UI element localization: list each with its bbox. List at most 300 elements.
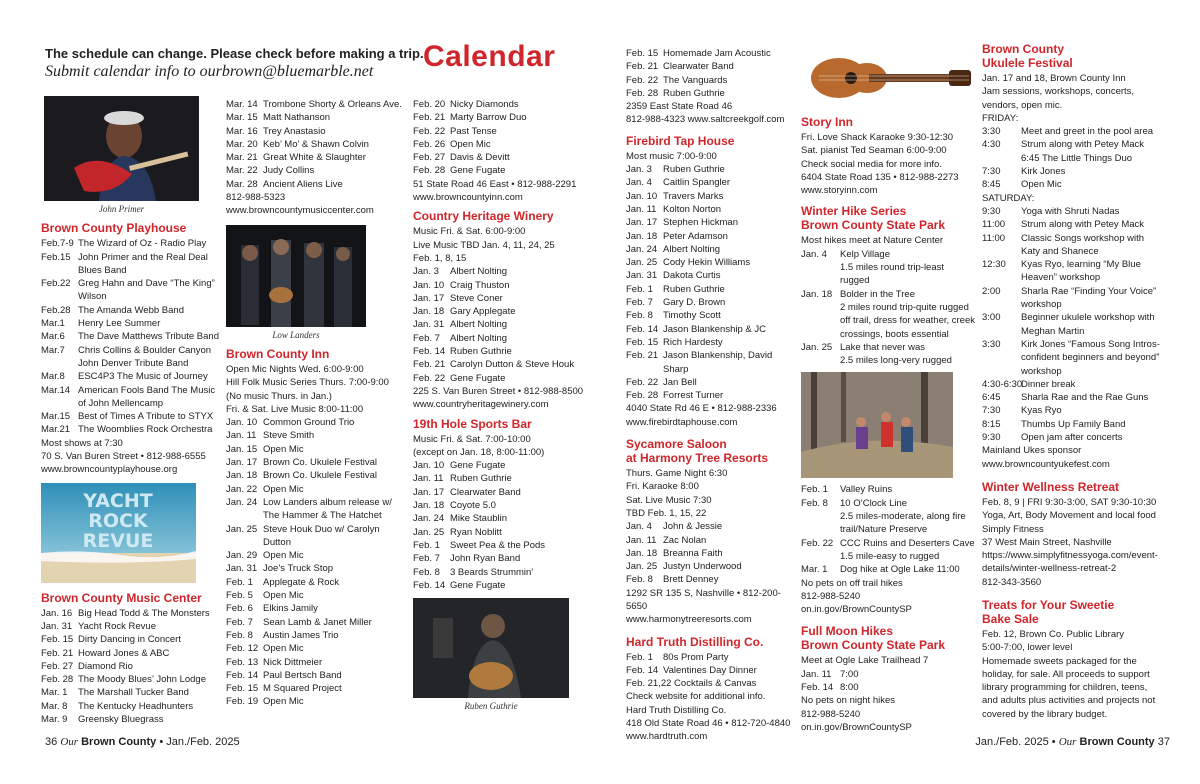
event-date: Mar.21 <box>41 424 71 436</box>
event-date: Feb. 7 <box>413 553 440 565</box>
event-row <box>626 269 796 282</box>
event-row <box>41 317 219 330</box>
sycamore-title: Sycamore Saloon <box>626 437 727 452</box>
full-moon-notes <box>801 654 976 667</box>
event-row <box>41 633 219 646</box>
event-title: Low Landers album release w/ The Hammer & The Hatchet <box>263 496 392 522</box>
event-title: Albert Nolting <box>663 243 721 255</box>
event-title: CCC Ruins and Deserters Cave <box>840 537 975 549</box>
event-row <box>413 164 598 177</box>
event-date: Jan. 24 <box>413 513 445 525</box>
event-title: Keb’ Mo’ & Shawn Colvin <box>263 138 369 150</box>
inn-notes <box>226 363 404 416</box>
event-title: Applegate & Rock <box>263 576 340 588</box>
event-date: Jan. 4 <box>626 177 652 189</box>
playhouse-title: Brown County Playhouse <box>41 221 187 236</box>
wellness-notes <box>982 496 1160 589</box>
event-title: Henry Lee Summer <box>78 318 161 330</box>
event-title: Nicky Diamonds <box>450 99 519 110</box>
event-date: Feb. 14 <box>226 669 259 681</box>
event-row <box>413 98 598 111</box>
event-date: Feb. 6 <box>226 603 253 615</box>
hole19-address <box>626 100 796 127</box>
event-row <box>982 165 1160 178</box>
info-line: (No music Thurs. in Jan.) <box>226 390 332 402</box>
event-date: Jan. 17 <box>626 217 658 229</box>
event-date: Jan. 10 <box>413 460 445 472</box>
info-line: Open Mic Nights Wed. 6:00-9:00 <box>226 363 364 375</box>
event-date: Jan. 11 <box>801 668 832 680</box>
event-date: Jan. 3 <box>626 164 652 176</box>
event-date: Jan. 18 <box>626 547 658 559</box>
event-title: Trey Anastasio <box>263 125 326 137</box>
event-title: Forrest Turner <box>663 390 724 402</box>
event-date: Jan. 18 <box>226 470 258 482</box>
event-row <box>626 664 796 677</box>
magazine-mark-left: Our <box>60 736 79 748</box>
ukulele-title: Brown County <box>982 42 1064 56</box>
event-title: Chris Collins & Boulder Canyon John Denver Tribute Band <box>78 344 212 369</box>
event-row <box>226 523 404 550</box>
wellness-title: Winter Wellness Retreat <box>982 479 1120 494</box>
heritage-events <box>413 265 598 385</box>
event-row <box>413 265 598 278</box>
event-row <box>413 305 598 318</box>
event-row <box>41 686 219 699</box>
event-title: Stephen Hickman <box>663 217 738 229</box>
info-line: Thurs. Game Night 6:30 <box>626 468 728 480</box>
event-title: Dog hike at Ogle Lake 11:00 <box>840 564 960 576</box>
sycamore-notes <box>626 467 796 520</box>
event-title: Steve Coner <box>450 292 503 304</box>
firebird-title: Firebird Tap House <box>626 133 735 148</box>
event-title: Open jam after concerts <box>1021 432 1123 444</box>
event-date: Jan. 4 <box>626 521 652 533</box>
info-line: Jan. 17 and 18, Brown County Inn <box>982 73 1126 84</box>
info-line: Most hikes meet at Nature Center <box>801 235 944 247</box>
heritage-address <box>413 385 598 412</box>
event-title: Marty Barrow Duo <box>450 112 527 124</box>
event-row <box>41 673 219 686</box>
event-row <box>41 620 219 633</box>
event-title: Travers Marks <box>663 190 724 202</box>
event-row <box>801 563 976 576</box>
event-row <box>41 304 219 317</box>
event-row <box>41 277 219 304</box>
sweetie-subtitle: Bake Sale <box>982 611 1039 626</box>
event-date: Feb. 15 <box>41 634 74 646</box>
event-date: Feb. 28 <box>413 165 446 177</box>
event-title: Gene Fugate <box>450 460 506 472</box>
event-date: Feb. 27 <box>41 660 74 672</box>
info-line: TBD Feb. 1, 15, 22 <box>626 507 707 519</box>
event-row <box>226 656 404 669</box>
ukulele-notes <box>982 72 1160 125</box>
event-title: The Wizard of Oz - Radio Play <box>78 238 207 250</box>
event-title: Clearwater Band <box>663 61 734 73</box>
event-date: Feb. 21 <box>626 61 659 73</box>
publication-left: Brown County <box>81 736 157 748</box>
event-date: Jan. 22 <box>226 483 258 495</box>
magazine-mark-right: Our <box>1058 736 1077 748</box>
info-line: www.hardtruth.com <box>626 731 708 743</box>
event-title: Valley Ruins <box>840 484 893 496</box>
event-title: Justyn Underwood <box>663 561 742 573</box>
firebird-address <box>626 402 796 429</box>
event-row <box>41 410 219 423</box>
heritage-notes <box>413 225 598 265</box>
event-row <box>41 344 219 371</box>
event-date: Feb.15 <box>41 251 71 263</box>
event-title: Greensky Bluegrass <box>78 714 164 726</box>
event-row <box>626 296 796 309</box>
event-row <box>626 573 796 586</box>
info-line: No pets on off trail hikes <box>801 577 903 589</box>
info-line: Simply Fitness <box>982 523 1044 535</box>
music-center-events-cont <box>226 98 404 191</box>
column-6 <box>982 40 1160 721</box>
event-title: Brett Denney <box>663 574 719 586</box>
folio-right <box>975 736 1170 748</box>
event-title: The Woomblies Rock Orchestra <box>78 424 213 436</box>
event-date: Feb.28 <box>41 304 71 316</box>
event-title: 8:00 <box>840 682 859 694</box>
event-date: Feb. 14 <box>626 323 659 335</box>
info-line: 418 Old State Road 46 • 812-720-4840 <box>626 718 791 730</box>
event-row <box>626 389 796 402</box>
event-title: Kirk Jones <box>1021 166 1066 178</box>
event-date: Feb. 15 <box>626 48 659 59</box>
info-line: Most music 7:00-9:00 <box>626 150 717 162</box>
event-date: Jan. 18 <box>801 288 833 300</box>
caption-john-primer: John Primer <box>98 204 145 214</box>
event-title: Jason Blankenship, David Sharp <box>663 350 773 375</box>
event-date: Feb. 7 <box>226 616 253 628</box>
event-date: Feb. 14 <box>413 346 446 358</box>
info-line: 812-988-4323 www.saltcreekgolf.com <box>626 114 785 126</box>
event-date: Mar.7 <box>41 344 65 356</box>
music-center-notes <box>226 191 404 218</box>
info-line: Check website for additional info. <box>626 691 766 703</box>
event-date: Feb. 28 <box>626 87 659 99</box>
event-date: Jan. 17 <box>226 457 258 469</box>
event-date: Feb. 15 <box>226 683 259 695</box>
event-detail: 1.5 miles round trip-least rugged <box>840 262 945 287</box>
event-title: Open Mic <box>263 696 304 708</box>
ukulele-sponsor <box>982 444 1160 471</box>
event-date: Feb. 22 <box>413 372 446 384</box>
event-title: Trombone Shorty & Orleans Ave. <box>263 99 402 110</box>
photo-yacht-rock-revue <box>41 483 196 583</box>
sycamore-events <box>626 520 796 586</box>
info-line: Most shows at 7:30 <box>41 437 123 449</box>
event-row <box>626 283 796 296</box>
event-row <box>626 651 796 664</box>
yacht-word-1: YACHT <box>83 489 153 512</box>
event-row <box>41 251 219 278</box>
event-row <box>413 125 598 138</box>
event-title: Nick Dittmeier <box>263 656 323 668</box>
event-title: Brown Co. Ukulele Festival <box>263 470 378 482</box>
event-title: 80s Prom Party <box>663 651 729 663</box>
ukulele-friday <box>982 125 1160 191</box>
event-detail: 2.5 miles-moderate, along fire trail/Nature Preserve <box>840 511 966 536</box>
photo-ruben-guthrie <box>413 598 569 698</box>
event-date: Feb. 15 <box>626 336 659 348</box>
event-row <box>626 216 796 229</box>
event-title: ESC4P3 The Music of Journey <box>78 371 208 383</box>
event-row <box>226 669 404 682</box>
firebird-notes <box>626 150 796 163</box>
info-line: Sat. Live Music 7:30 <box>626 494 712 506</box>
event-row <box>801 341 976 354</box>
event-date: Mar. 1 <box>801 564 828 576</box>
event-date: 3:30 <box>982 126 1001 138</box>
event-title: Zac Nolan <box>663 534 707 546</box>
event-title: John & Jessie <box>663 521 723 533</box>
calendar-title: Calendar <box>423 40 556 73</box>
yacht-word-2: ROCK <box>88 509 148 532</box>
event-title: 7:00 <box>840 668 859 680</box>
event-title: Davis & Devitt <box>450 152 510 164</box>
event-row <box>226 682 404 695</box>
event-title: Ruben Guthrie <box>663 283 725 295</box>
event-row <box>982 218 1160 231</box>
event-row <box>226 138 404 151</box>
event-title: Great White & Slaughter <box>263 152 366 164</box>
event-title: Classic Songs workshop with Katy and Shanece <box>1021 232 1145 257</box>
band-photo <box>226 225 366 327</box>
event-title: Yoga with Shruti Nadas <box>1021 205 1120 217</box>
event-date: Jan. 10 <box>226 417 258 429</box>
event-row <box>982 258 1160 285</box>
event-row <box>41 713 219 726</box>
event-date: Jan. 10 <box>413 279 445 291</box>
event-date: Feb.7-9 <box>41 238 74 250</box>
event-row <box>626 74 796 87</box>
event-date: Jan. 25 <box>626 561 658 573</box>
event-date: Jan. 4 <box>801 248 827 260</box>
event-date: Feb. 14 <box>413 579 446 591</box>
event-title: Strum along with Petey Mack 6:45 The Little Things Duo <box>1021 139 1145 164</box>
event-row <box>226 695 404 708</box>
info-line: 70 S. Van Buren Street • 812-988-6555 <box>41 451 206 463</box>
event-date: 7:30 <box>982 405 1001 417</box>
event-date: Feb. 26 <box>413 138 446 150</box>
event-title: Homemade Jam Acoustic <box>663 48 771 59</box>
inn-events-cont <box>413 98 598 178</box>
event-row <box>626 256 796 269</box>
event-row <box>226 429 404 442</box>
column-5 <box>801 40 976 734</box>
event-row <box>413 539 598 552</box>
winter-hike-events-feb <box>801 483 976 576</box>
event-row <box>226 629 404 642</box>
event-date: Mar. 21 <box>226 152 258 164</box>
event-title: Rich Hardesty <box>663 336 723 348</box>
event-row <box>226 576 404 589</box>
event-row <box>226 111 404 124</box>
event-row <box>626 230 796 243</box>
event-title: Gene Fugate <box>450 372 506 384</box>
event-row <box>413 138 598 151</box>
event-row <box>226 469 404 482</box>
event-date: Jan. 16 <box>41 607 73 619</box>
info-line: 812-988-5323 <box>226 192 286 204</box>
photo-john-primer <box>44 96 199 201</box>
event-date: Jan. 18 <box>413 500 445 512</box>
info-line: 51 State Road 46 East • 812-988-2291 <box>413 178 577 190</box>
event-title: Ryan Noblitt <box>450 526 502 538</box>
event-date: Feb. 8 <box>413 566 440 578</box>
info-line: Music Fri. & Sat. 7:00-10:00 <box>413 433 531 445</box>
event-row <box>626 547 796 560</box>
photo-ukulele <box>809 40 974 105</box>
ukulele-saturday-label: SATURDAY: <box>982 192 1035 204</box>
event-title: Gary Applegate <box>450 306 516 318</box>
event-title: Sharla Rae “Finding Your Voice” workshop <box>1021 285 1157 311</box>
event-date: Mar.6 <box>41 331 65 343</box>
event-date: Feb. 14 <box>801 682 834 694</box>
column-4 <box>626 47 796 744</box>
info-line: Fri. Karaoke 8:00 <box>626 481 699 493</box>
info-line: 812-988-5240 <box>801 708 861 720</box>
sweetie-title: Treats for Your Sweetie <box>982 597 1115 612</box>
event-row <box>413 526 598 539</box>
event-title: Clearwater Band <box>450 486 521 498</box>
event-date: Jan. 18 <box>413 306 445 318</box>
event-date: Mar. 9 <box>41 714 68 726</box>
event-title: Kelp Village <box>840 248 891 260</box>
event-title: Sean Lamb & Janet Miller <box>263 616 372 628</box>
event-title: Albert Nolting <box>450 332 508 344</box>
event-date: Feb. 21 <box>41 647 74 659</box>
event-title: Valentines Day Dinner <box>663 664 757 676</box>
event-row <box>226 483 404 496</box>
event-row <box>982 431 1160 444</box>
event-title: Sweet Pea & the Pods <box>450 539 546 551</box>
event-date: Feb. 8 <box>626 574 653 586</box>
event-date: Mar. 22 <box>226 165 258 177</box>
event-date: Feb. 1 <box>413 539 440 551</box>
event-date: Jan. 25 <box>626 257 658 269</box>
event-title: Dinner break <box>1021 378 1076 390</box>
event-title: Past Tense <box>450 125 497 137</box>
event-title: Judy Collins <box>263 165 315 177</box>
event-row <box>226 151 404 164</box>
full-moon-title: Full Moon Hikes <box>801 624 894 639</box>
event-title: Mike Staublin <box>450 513 508 525</box>
event-date: Jan. 25 <box>226 523 258 535</box>
event-title: Open Mic <box>263 590 304 602</box>
story-inn-title: Story Inn <box>801 115 854 129</box>
event-date: Mar. 28 <box>226 178 258 190</box>
event-row <box>413 579 598 592</box>
event-date: Jan. 10 <box>626 190 658 202</box>
event-date: Feb. 22 <box>626 376 659 388</box>
event-date: Jan. 24 <box>626 243 658 255</box>
info-line: 2359 East State Road 46 <box>626 101 733 113</box>
event-date: 6:45 <box>982 392 1001 404</box>
event-date: Mar.8 <box>41 371 65 383</box>
event-date: Feb. 8 <box>626 310 653 322</box>
event-title: Kolton Norton <box>663 203 722 215</box>
event-row <box>41 237 219 250</box>
winter-hike-subtitle: Brown County State Park <box>801 218 946 233</box>
hole19-title: 19th Hole Sports Bar <box>413 416 532 431</box>
info-line: Yoga, Art, Body Movement and local food <box>982 510 1156 522</box>
event-date: Feb. 12 <box>226 643 259 655</box>
event-date: Jan. 25 <box>801 341 833 353</box>
info-line: https://www.simplyfitnessyoga.com/event-details/winter-wellness-retreat-2 <box>982 550 1158 575</box>
event-row <box>982 404 1160 417</box>
event-row <box>413 486 598 499</box>
event-title: The Marshall Tucker Band <box>78 687 189 699</box>
schedule-notice: The schedule can change. Please check before making a trip. <box>45 46 424 61</box>
event-title: Elkins Jamily <box>263 603 318 615</box>
issue-date-right: Jan./Feb. 2025 • <box>975 736 1056 748</box>
event-row <box>226 496 404 523</box>
event-date: Feb. 21 <box>626 350 659 362</box>
event-row <box>413 345 598 358</box>
event-row <box>626 47 796 60</box>
event-date: Jan. 31 <box>226 563 258 575</box>
event-row <box>41 700 219 713</box>
event-date: Feb. 21 <box>413 112 446 124</box>
music-center-title: Brown County Music Center <box>41 590 202 605</box>
event-date: Feb. 1 <box>626 651 653 663</box>
event-row <box>982 311 1160 338</box>
event-date: Feb. 1 <box>801 484 828 496</box>
event-date: 12:30 <box>982 259 1006 271</box>
event-row <box>982 391 1160 404</box>
event-title: Kyas Ryo <box>1021 405 1062 417</box>
event-title: Coyote 5.0 <box>450 500 496 512</box>
event-row <box>626 349 796 376</box>
event-date: Feb. 27 <box>413 152 446 164</box>
event-date: 9:30 <box>982 432 1001 444</box>
event-title: 3 Beards Strummin’ <box>450 566 534 578</box>
event-title: Dirty Dancing in Concert <box>78 634 181 646</box>
hikers-photo <box>801 372 953 478</box>
info-line: 5:00-7:00, lower level <box>982 642 1073 654</box>
ukulele-saturday <box>982 205 1160 444</box>
yacht-rock-poster <box>41 483 196 583</box>
event-date: Jan. 29 <box>226 550 258 562</box>
info-line: 37 West Main Street, Nashville <box>982 536 1112 548</box>
winter-hike-contact <box>801 577 976 617</box>
info-line: www.countryheritagewinery.com <box>413 399 549 411</box>
event-row <box>226 642 404 655</box>
hole19-events-cont <box>626 47 796 100</box>
event-row <box>626 176 796 189</box>
event-row <box>982 418 1160 431</box>
event-title: Beginner ukulele workshop with Meghan Martin <box>1021 312 1155 337</box>
event-detail: 2 miles round trip-quite rugged off trail, dress for weather, creek crossings, boots essential <box>840 301 975 340</box>
event-row <box>626 203 796 216</box>
info-line: Live Music TBD Jan. 4, 11, 24, 25 <box>413 239 555 251</box>
event-title: Big Head Todd & The Monsters <box>78 607 210 619</box>
caption-ruben-guthrie: Ruben Guthrie <box>464 701 518 712</box>
event-row <box>226 589 404 602</box>
sweetie-notes <box>982 628 1160 721</box>
event-date: Jan. 17 <box>413 486 445 498</box>
info-line: Mainland Ukes sponsor <box>982 445 1082 457</box>
info-line: 225 S. Van Buren Street • 812-988-8500 <box>413 385 584 397</box>
info-line: www.firebirdtaphouse.com <box>626 416 738 428</box>
event-date: Jan. 31 <box>41 620 73 632</box>
event-title: Meet and greet in the pool area <box>1021 126 1154 138</box>
